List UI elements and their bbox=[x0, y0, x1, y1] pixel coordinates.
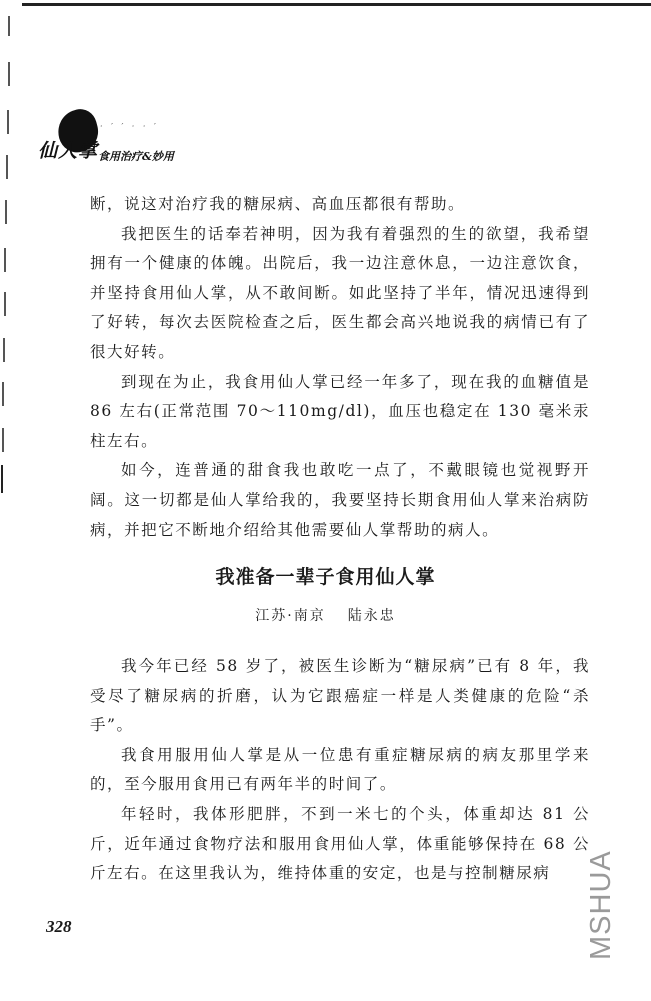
paragraph: 断，说这对治疗我的糖尿病、高血压都很有帮助。 bbox=[90, 195, 466, 213]
byline bbox=[0, 605, 651, 625]
page-number: 328 bbox=[46, 917, 72, 936]
margin-mark bbox=[2, 428, 4, 452]
paragraph: 我今年已经 58 岁了，被医生诊断为“糖尿病”已有 8 年，我受尽了糖尿病的折磨，认为它跟癌症一样是人类健康的危险“杀手”。 bbox=[90, 657, 590, 735]
watermark: MSHUA bbox=[585, 850, 617, 960]
margin-mark bbox=[8, 62, 10, 86]
paragraph: 如今，连普通的甜食我也敢吃一点了，不戴眼镜也觉视野开阔。这一切都是仙人掌给我的，我要坚持长期食用仙人掌来治病防病，并把它不断地介绍给其他需要仙人掌帮助的病人。 bbox=[90, 461, 590, 539]
margin-mark bbox=[7, 110, 9, 134]
margin-mark bbox=[4, 248, 6, 272]
paragraph: 年轻时，我体形肥胖，不到一米七的个头，体重却达 81 公斤，近年通过食物疗法和服用食用仙人掌，体重能够保持在 68 公斤左右。在这里我认为，维持体重的安定，也是与控制糖尿病 bbox=[90, 804, 590, 883]
logo-title: 仙人掌 bbox=[38, 140, 99, 162]
margin-mark bbox=[4, 292, 6, 316]
article-title: 我准备一辈子食用仙人掌 bbox=[215, 566, 436, 588]
margin-mark bbox=[6, 155, 8, 179]
paragraph: 到现在为止，我食用仙人掌已经一年多了，现在我的血糖值是 86 左右(正常范围 70～110mg/dl)，血压也稳定在 130 毫米汞柱左右。 bbox=[90, 372, 590, 450]
margin-mark bbox=[1, 465, 3, 493]
paragraph: 我把医生的话奉若神明，因为我有着强烈的生的欲望，我希望拥有一个健康的体魄。出院后，我一边注意休息，一边注意饮食，并坚持食用仙人掌，从不敢间断。如此坚持了半年，情况迅速得到了好转，每次去医院检查之后，医生都会高兴地说我的病情已有了很大好转。 bbox=[90, 224, 590, 361]
article-body bbox=[90, 652, 590, 889]
logo-decoration: · ′ ′ · · ′ bbox=[100, 122, 159, 131]
byline-location: 江苏·南京 bbox=[255, 608, 326, 624]
paragraph: 我食用服用仙人掌是从一位患有重症糖尿病的病友那里学来的，至今服用食用已有两年半的时间了。 bbox=[90, 745, 590, 794]
logo-subtitle: 食用治疗&妙用 bbox=[98, 150, 174, 163]
margin-mark bbox=[5, 200, 7, 224]
margin-mark bbox=[2, 382, 4, 406]
book-logo bbox=[28, 110, 208, 170]
top-rule bbox=[22, 3, 651, 6]
margin-mark bbox=[8, 16, 10, 36]
continued-section bbox=[90, 190, 590, 545]
byline-author: 陆永忠 bbox=[347, 608, 396, 624]
margin-mark bbox=[3, 338, 5, 362]
